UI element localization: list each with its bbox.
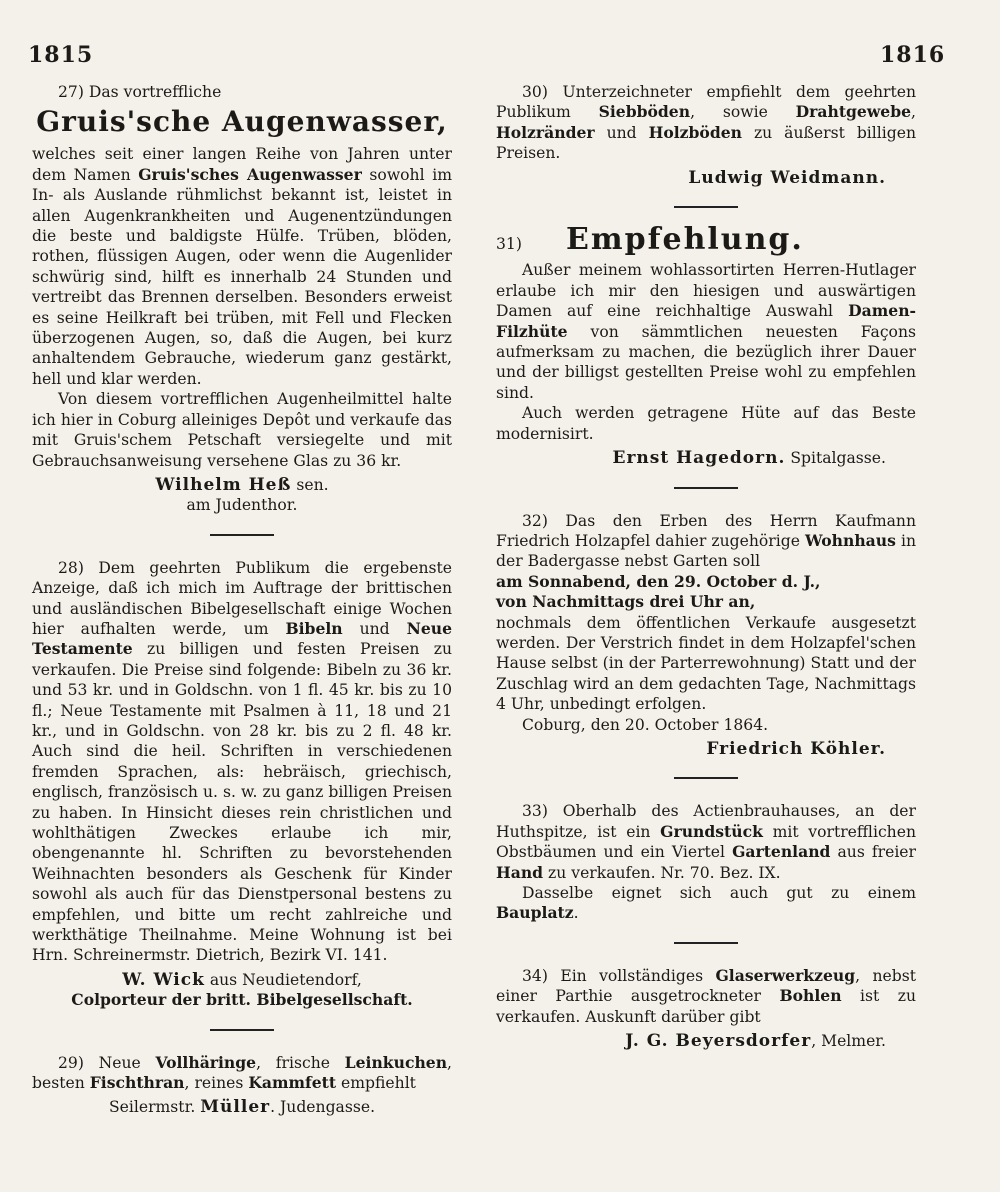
ad-30-item: Holzböden: [648, 122, 742, 142]
ad-27-signer-suffix: sen.: [291, 475, 329, 494]
ad-27-title: Gruis'sche Augenwasser,: [36, 105, 448, 139]
separator-rule: [674, 487, 738, 489]
ad-32: [496, 511, 916, 760]
ad-30-signer: Ludwig Weidmann.: [688, 167, 886, 188]
ad-30-text: 30) Unterzeichneter empfiehlt dem geehrten Publikum: [496, 83, 916, 122]
ad-31-signer: Ernst Hagedorn.: [612, 448, 786, 469]
ad-34-item: Glaserwerkzeug: [715, 965, 856, 985]
ad-31-body: [496, 260, 916, 403]
ad-34-signer-trade: , Melmer.: [811, 1032, 886, 1051]
ad-33-text: 33) Oberhalb des Actienbrauhauses, an der Huthspitze, ist ein: [496, 802, 916, 841]
ad-28-text: und: [342, 619, 407, 638]
ad-31-item: Damen-Filzhüte: [496, 301, 916, 341]
ad-29-text: , besten: [32, 1053, 453, 1093]
ad-29-text: 29) Neue: [58, 1053, 156, 1072]
ad-33-text: aus freier: [830, 843, 916, 862]
ad-30-item: Drahtgewebe: [795, 102, 912, 122]
ad-29-item: Leinkuchen: [344, 1052, 448, 1072]
ad-33-body: [496, 801, 916, 883]
ad-33-text: Dasselbe eignet sich auch gut zu einem: [522, 884, 916, 902]
ad-33-item: Bauplatz: [496, 903, 574, 923]
ad-30-text: zu äußerst billigen Preisen.: [496, 123, 917, 163]
ad-28-signature: [32, 970, 452, 990]
ad-33-text: zu verkaufen. Nr. 70. Bez. IX.: [543, 863, 781, 882]
ad-29-body: [32, 1053, 452, 1094]
ad-27-body: [32, 144, 452, 389]
ad-34-text: ist zu verkaufen. Auskunft darüber gibt: [496, 987, 916, 1026]
ad-28-text: 28) Dem geehrten Publikum die ergebenste Anzeige, daß ich mich im Auftrage der brittischen und ausländischen Bibelgesellschaft einige Wochen hier aufhalten werde, um: [32, 558, 452, 638]
ad-28: [32, 558, 452, 1011]
ad-29-text: , frische: [256, 1053, 345, 1072]
ad-30-text: und: [594, 123, 649, 142]
ad-29-signer-place: . Judengasse.: [270, 1098, 376, 1117]
page-number-right: 1816: [880, 42, 946, 68]
ad-32-body2: nochmals dem öffentlichen Verkaufe ausgesetzt werden. Der Verstrich findet in dem Holzapfel'schen Hause selbst (in der Parterrewohnung) Statt und der Zuschlag wird an dem gedachten Tage, Nachmittags 4 Uhr, unbedingt erfolgen.: [496, 613, 916, 714]
ad-29-item: Fischthran: [89, 1073, 185, 1093]
ad-27: [32, 82, 452, 516]
ad-34-body: [496, 966, 916, 1027]
ad-28-bibeln: Bibeln: [285, 618, 343, 638]
ad-28-signer-origin: aus Neudietendorf,: [204, 970, 362, 989]
ad-33-text: .: [573, 904, 579, 923]
ad-34-signature: [496, 1031, 916, 1051]
ad-34-item: Bohlen: [779, 986, 842, 1006]
left-column: [32, 82, 452, 1118]
right-column: [496, 82, 916, 1051]
ad-34: [496, 966, 916, 1052]
separator-rule: [674, 206, 738, 208]
ad-31-text: Außer meinem wohlassortirten Herren-Hutlager erlaube ich mir den hiesigen und auswärtigen Damen auf eine reichhaltige Auswahl: [496, 261, 916, 321]
ad-32-signer: Friedrich Köhler.: [706, 738, 886, 759]
ad-32-text: in der Badergasse nebst Garten soll: [496, 531, 916, 571]
ad-27-body2: Von diesem vortrefflichen Augenheilmittel halte ich hier in Coburg alleiniges Depôt und verkaufe das mit Gruis'schem Petschaft versiegelte und mit Gebrauchsanweisung versehene Glas zu 36 kr.: [32, 390, 452, 470]
ad-33-text: mit vortrefflichen Obstbäumen und ein Viertel: [496, 822, 916, 862]
ad-31-title: Empfehlung.: [566, 222, 804, 258]
ad-27-text: sowohl im In- als Auslande rühmlichst bekannt ist, leistet in allen Augenkrankheiten und Augenentzündungen die beste und baldigste Hülfe. Trüben, blöden, rothen, flüssigen Augen, oder wenn die Augenlider schwürig sind, hilft es innerhalb 24 Stunden und vertreibt das Brennen derselben. Besonders erweist es seine Heilkraft bei trüben, mit Fell und Flecken überzogenen Augen, so, daß die Augen, bei kurz anhaltendem Gebrauche, wiederum ganz gestärkt, hell und klar werden.: [32, 165, 452, 388]
ad-28-testamente: Neue Testamente: [32, 618, 453, 659]
ad-29: [32, 1053, 452, 1118]
separator-rule: [210, 534, 274, 536]
separator-rule: [210, 1029, 274, 1031]
ad-28-signer-title: Colporteur der britt. Bibelgesellschaft.: [71, 990, 413, 1010]
ad-30-item: Holzränder: [496, 122, 595, 142]
ad-27-text: welches seit einer langen Reihe von Jahren unter dem Namen: [32, 145, 452, 184]
ad-34-signer: J. G. Beyersdorfer: [625, 1031, 812, 1052]
ad-31-body2: Auch werden getragene Hüte auf das Beste modernisirt.: [496, 404, 916, 443]
ad-29-item: Kammfett: [248, 1073, 337, 1093]
ad-32-body: [496, 511, 916, 572]
ad-29-text: empfiehlt: [336, 1074, 416, 1093]
ad-27-intro: 27) Das vortreffliche: [58, 83, 222, 101]
ad-34-text: 34) Ein vollständiges: [522, 966, 716, 985]
ad-33-item: Hand: [496, 862, 544, 882]
ad-30-item: Siebböden: [598, 102, 691, 122]
ad-30-signature: [496, 168, 916, 188]
ad-34-text: , nebst einer Parthie ausgetrockneter: [496, 966, 916, 1006]
ad-29-text: , reines: [184, 1074, 249, 1093]
ad-32-time: von Nachmittags drei Uhr an,: [496, 592, 756, 612]
ad-28-signer: W. Wick: [122, 969, 205, 990]
ad-30-text: ,: [911, 103, 916, 122]
ad-33-item: Gartenland: [732, 842, 831, 862]
ad-32-item: Wohnhaus: [805, 530, 896, 550]
ad-29-signer: Müller: [200, 1097, 271, 1118]
ad-31-signer-place: Spitalgasse.: [785, 449, 886, 468]
ad-31-signature: [496, 448, 916, 468]
separator-rule: [674, 942, 738, 944]
ad-33-item: Grundstück: [660, 821, 763, 841]
ad-32-date: am Sonnabend, den 29. October d. J.,: [496, 571, 821, 591]
ad-33: [496, 801, 916, 923]
ad-31-heading: [496, 222, 916, 258]
ad-28-body: [32, 558, 452, 966]
ad-27-signature: [32, 475, 452, 495]
ad-29-signer-title: Seilermstr.: [108, 1098, 201, 1117]
ad-31-number: 31): [496, 235, 522, 254]
ad-30: [496, 82, 916, 188]
ad-29-signature: [32, 1097, 452, 1117]
ad-28-text: zu billigen und festen Preisen zu verkaufen. Die Preise sind folgende: Bibeln zu 36 kr. und 53 kr. und in Goldschn. von 1 fl. 45 kr. bis zu 10 fl.; Neue Testamente mit Psalmen à 11, 18 und 21 kr., und in Goldschn. von 28 kr. bis zu 2 fl. 48 kr. Auch sind die heil. Schriften in verschiedenen fremden Sprachen, als: hebräisch, griechisch, englisch, französisch u. s. w. zu ganz billigen Preisen zu haben. In Hinsicht dieses rein christlichen und wohlthätigen Zweckes erlaube ich mir, obengenannte hl. Schriften zu bevorstehenden Weihnachten besonders als Geschenk für Kinder sowohl als auch für das Dienstpersonal bestens zu empfehlen, und bitte um recht zahlreiche und werkthätige Theilnahme. Meine Wohnung ist bei Hrn. Schreinermstr. Dietrich, Bezirk VI. 141.: [32, 640, 452, 965]
ad-27-product: Gruis'sches Augenwasser: [138, 164, 362, 184]
ad-32-text: 32) Das den Erben des Herrn Kaufmann Friedrich Holzapfel dahier zugehörige: [496, 511, 916, 550]
ad-33-body2: [496, 883, 916, 924]
separator-rule: [674, 777, 738, 779]
ad-32-place-date: Coburg, den 20. October 1864.: [522, 715, 769, 734]
ad-27-place: am Judenthor.: [186, 496, 298, 515]
ad-27-signer: Wilhelm Heß: [155, 474, 292, 495]
ad-29-item: Vollhäringe: [155, 1052, 257, 1072]
ad-31-text: von sämmtlichen neuesten Façons aufmerksam zu machen, die bezüglich ihrer Dauer und der billigst gestellten Preise wohl zu empfehlen sind.: [496, 322, 916, 402]
ad-30-text: , sowie: [690, 103, 796, 122]
ad-30-body: [496, 82, 916, 164]
page-number-left: 1815: [28, 42, 94, 68]
ad-32-signature: [496, 739, 916, 759]
ad-31: [496, 222, 916, 469]
